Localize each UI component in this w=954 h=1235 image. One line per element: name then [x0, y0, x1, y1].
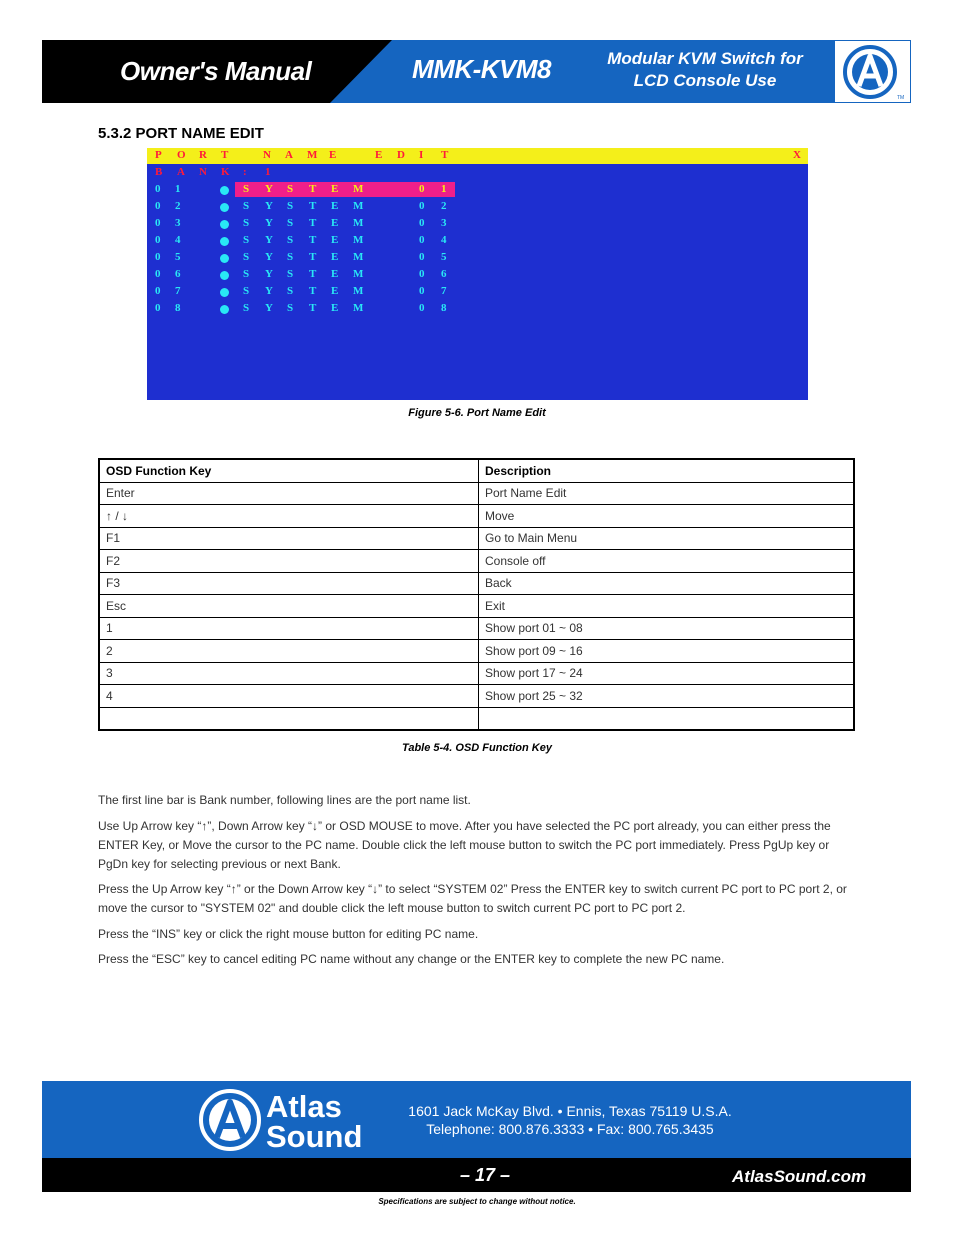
- osd-port-name-char: 2: [441, 200, 447, 212]
- osd-title-char: N: [263, 149, 271, 161]
- osd-port-name-char: E: [331, 268, 339, 280]
- osd-port-number: 0: [155, 234, 161, 246]
- manual-title: Owner's Manual: [120, 56, 312, 86]
- section-heading: 5.3.2 PORT NAME EDIT: [98, 125, 264, 142]
- osd-port-name-char: Y: [265, 285, 273, 297]
- osd-port-number: 0: [155, 251, 161, 263]
- osd-port-name-char: S: [243, 183, 250, 195]
- osd-port-name-char: S: [287, 251, 294, 263]
- osd-port-number: 0: [155, 217, 161, 229]
- osd-bank-char: K: [221, 166, 230, 178]
- osd-port-name-char: M: [353, 183, 364, 195]
- osd-port-name-char: E: [331, 251, 339, 263]
- osd-port-name-char: S: [287, 183, 294, 195]
- function-key-cell: 4: [99, 685, 479, 708]
- osd-port-name-char: Y: [265, 268, 273, 280]
- osd-port-number: 0: [155, 302, 161, 314]
- osd-port-number: 8: [175, 302, 181, 314]
- osd-port-name-char: 0: [419, 217, 425, 229]
- product-description: [560, 48, 850, 92]
- osd-port-name-char: S: [287, 217, 294, 229]
- description-cell: Show port 17 ~ 24: [479, 662, 855, 685]
- function-key-cell: ↑ / ↓: [99, 505, 479, 528]
- osd-bank-char: B: [155, 166, 163, 178]
- osd-port-number: 4: [175, 234, 181, 246]
- osd-port-name-char: E: [331, 285, 339, 297]
- osd-port-number: 3: [175, 217, 181, 229]
- table-row: [99, 685, 854, 708]
- osd-port-status-icon: [220, 288, 229, 297]
- osd-port-name-char: M: [353, 200, 364, 212]
- osd-port-name-char: T: [309, 183, 317, 195]
- table-header-cell: Description: [479, 459, 855, 482]
- osd-port-name-char: T: [309, 302, 317, 314]
- osd-port-name-char: S: [243, 302, 250, 314]
- osd-port-number: 0: [155, 268, 161, 280]
- description-cell: Go to Main Menu: [479, 527, 855, 550]
- osd-port-name-char: T: [309, 285, 317, 297]
- osd-port-name-char: M: [353, 285, 364, 297]
- osd-port-name-char: 8: [441, 302, 447, 314]
- function-key-cell: [99, 707, 479, 730]
- osd-port-name-char: 0: [419, 251, 425, 263]
- paragraph-5: Press the “ESC” key to cancel editing PC name without any change or the ENTER key to complete the new PC name.: [98, 952, 725, 966]
- table-header-cell: OSD Function Key: [99, 459, 479, 482]
- osd-port-name-char: Y: [265, 251, 273, 263]
- osd-port-number: 0: [155, 183, 161, 195]
- osd-port-number: 5: [175, 251, 181, 263]
- osd-port-name-char: 7: [441, 285, 447, 297]
- osd-title-char: A: [285, 149, 293, 161]
- paragraph-2: Use Up Arrow key “↑”, Down Arrow key “↓” or OSD MOUSE to move. After you have selected the PC port already, you can either press the ENTER Key, or Move the cursor to the PC name. Double click the left mouse button to switch the PC port immediately. Press PgUp key or PgDn key for selecting previous or next Bank.: [98, 819, 831, 871]
- table-row: [99, 595, 854, 618]
- function-key-cell: F3: [99, 572, 479, 595]
- function-key-cell: 2: [99, 640, 479, 663]
- osd-port-name-char: E: [331, 217, 339, 229]
- model-name: MMK-KVM8: [412, 54, 551, 84]
- osd-title-char: T: [441, 149, 449, 161]
- osd-port-number: 0: [155, 285, 161, 297]
- company-address: [380, 1102, 760, 1138]
- osd-bank-char: 1: [265, 166, 271, 178]
- osd-port-name-edit-screen: [147, 148, 808, 400]
- osd-port-name-char: Y: [265, 217, 273, 229]
- osd-port-name-char: Y: [265, 302, 273, 314]
- osd-port-name-char: T: [309, 268, 317, 280]
- osd-port-status-icon: [220, 220, 229, 229]
- table-row: [99, 527, 854, 550]
- osd-title-char: M: [307, 149, 318, 161]
- osd-port-name-char: 0: [419, 268, 425, 280]
- osd-port-status-icon: [220, 237, 229, 246]
- osd-port-number: 1: [175, 183, 181, 195]
- function-key-cell: Esc: [99, 595, 479, 618]
- osd-port-name-char: 0: [419, 302, 425, 314]
- osd-port-name-char: T: [309, 200, 317, 212]
- osd-title-bar: [147, 148, 808, 164]
- osd-port-status-icon: [220, 271, 229, 280]
- osd-title-char: T: [221, 149, 229, 161]
- osd-port-status-icon: [220, 254, 229, 263]
- osd-port-name-char: S: [243, 285, 250, 297]
- osd-close-icon: X: [793, 149, 801, 161]
- osd-port-status-icon: [220, 203, 229, 212]
- product-line-1: Modular KVM Switch for: [607, 49, 803, 68]
- osd-title-char: D: [397, 149, 405, 161]
- osd-port-name-char: S: [287, 285, 294, 297]
- osd-port-name-char: 0: [419, 200, 425, 212]
- osd-port-name-char: 4: [441, 234, 447, 246]
- function-key-cell: Enter: [99, 482, 479, 505]
- osd-port-name-char: M: [353, 217, 364, 229]
- logo-word-atlas: Atlas: [266, 1089, 342, 1124]
- osd-port-name-char: M: [353, 302, 364, 314]
- osd-port-name-char: S: [287, 302, 294, 314]
- osd-port-name-char: 0: [419, 285, 425, 297]
- description-cell: Back: [479, 572, 855, 595]
- osd-port-name-char: E: [331, 200, 339, 212]
- osd-title-char: E: [329, 149, 337, 161]
- osd-port-number: 6: [175, 268, 181, 280]
- description-cell: Move: [479, 505, 855, 528]
- osd-port-name-char: T: [309, 234, 317, 246]
- paragraph-4: Press the “INS” key or click the right mouse button for editing PC name.: [98, 927, 479, 941]
- osd-port-name-char: T: [309, 217, 317, 229]
- description-cell: Port Name Edit: [479, 482, 855, 505]
- osd-title-char: I: [419, 149, 424, 161]
- function-key-cell: F1: [99, 527, 479, 550]
- osd-port-name-char: Y: [265, 183, 273, 195]
- atlas-sound-footer-logo: [196, 1086, 396, 1154]
- osd-port-name-char: M: [353, 251, 364, 263]
- osd-bank-char: :: [243, 166, 247, 178]
- description-cell: Show port 09 ~ 16: [479, 640, 855, 663]
- table-caption: Table 5-4. OSD Function Key: [402, 742, 552, 754]
- table-header-row: [99, 459, 854, 482]
- osd-title-char: O: [177, 149, 186, 161]
- product-line-2: LCD Console Use: [633, 71, 777, 90]
- table-row: [99, 482, 854, 505]
- table-row: [99, 550, 854, 573]
- table-row: [99, 662, 854, 685]
- osd-port-name-char: Y: [265, 200, 273, 212]
- osd-port-name-char: E: [331, 234, 339, 246]
- paragraph-3: Press the Up Arrow key “↑” or the Down Arrow key “↓” to select “SYSTEM 02” Press the ENTER key to switch current PC port to PC port 2, or move the cursor to "SYSTEM 02" and double click the left mouse button to switch current PC port to PC port 2.: [98, 882, 847, 915]
- page-number: – 17 –: [460, 1165, 511, 1185]
- osd-port-status-icon: [220, 305, 229, 314]
- paragraph-1: The first line bar is Bank number, following lines are the port name list.: [98, 793, 471, 807]
- description-cell: Show port 01 ~ 08: [479, 617, 855, 640]
- figure-caption: Figure 5-6. Port Name Edit: [408, 407, 546, 419]
- osd-title-char: E: [375, 149, 383, 161]
- function-key-cell: 3: [99, 662, 479, 685]
- logo-word-sound: Sound: [266, 1119, 363, 1154]
- osd-port-number: 0: [155, 200, 161, 212]
- osd-port-name-char: S: [243, 200, 250, 212]
- osd-port-name-char: M: [353, 234, 364, 246]
- osd-port-name-char: Y: [265, 234, 273, 246]
- osd-port-name-char: E: [331, 183, 339, 195]
- osd-port-name-char: S: [287, 268, 294, 280]
- osd-port-name-char: 6: [441, 268, 447, 280]
- osd-port-name-char: 3: [441, 217, 447, 229]
- description-cell: Console off: [479, 550, 855, 573]
- svg-text:TM: TM: [897, 95, 905, 101]
- osd-function-key-table: [98, 458, 855, 731]
- osd-port-status-icon: [220, 186, 229, 195]
- website-link[interactable]: AtlasSound.com: [732, 1167, 867, 1186]
- disclaimer: Specifications are subject to change without notice.: [378, 1197, 576, 1206]
- osd-port-name-char: S: [243, 251, 250, 263]
- table-row: [99, 572, 854, 595]
- osd-port-name-char: S: [287, 200, 294, 212]
- table-row: [99, 640, 854, 663]
- function-key-cell: F2: [99, 550, 479, 573]
- osd-port-name-char: T: [309, 251, 317, 263]
- address-line-2: Telephone: 800.876.3333 • Fax: 800.765.3435: [426, 1121, 714, 1137]
- osd-port-name-char: E: [331, 302, 339, 314]
- osd-port-number: 7: [175, 285, 181, 297]
- table-row: [99, 617, 854, 640]
- osd-port-name-char: S: [243, 234, 250, 246]
- address-line-1: 1601 Jack McKay Blvd. • Ennis, Texas 75119 U.S.A.: [408, 1103, 732, 1119]
- osd-port-name-char: 5: [441, 251, 447, 263]
- osd-bank-char: N: [199, 166, 207, 178]
- description-cell: [479, 707, 855, 730]
- osd-port-name-char: S: [243, 217, 250, 229]
- osd-port-name-char: 1: [441, 183, 447, 195]
- osd-port-name-char: 0: [419, 183, 425, 195]
- table-row: [99, 707, 854, 730]
- description-cell: Show port 25 ~ 32: [479, 685, 855, 708]
- osd-port-name-char: M: [353, 268, 364, 280]
- osd-title-char: P: [155, 149, 162, 161]
- atlas-sound-logo-icon: [836, 42, 908, 102]
- osd-title-char: R: [199, 149, 207, 161]
- osd-port-name-char: 0: [419, 234, 425, 246]
- description-cell: Exit: [479, 595, 855, 618]
- table-row: [99, 505, 854, 528]
- osd-port-name-char: S: [287, 234, 294, 246]
- function-key-cell: 1: [99, 617, 479, 640]
- osd-port-name-char: S: [243, 268, 250, 280]
- osd-port-number: 2: [175, 200, 181, 212]
- osd-bank-char: A: [177, 166, 185, 178]
